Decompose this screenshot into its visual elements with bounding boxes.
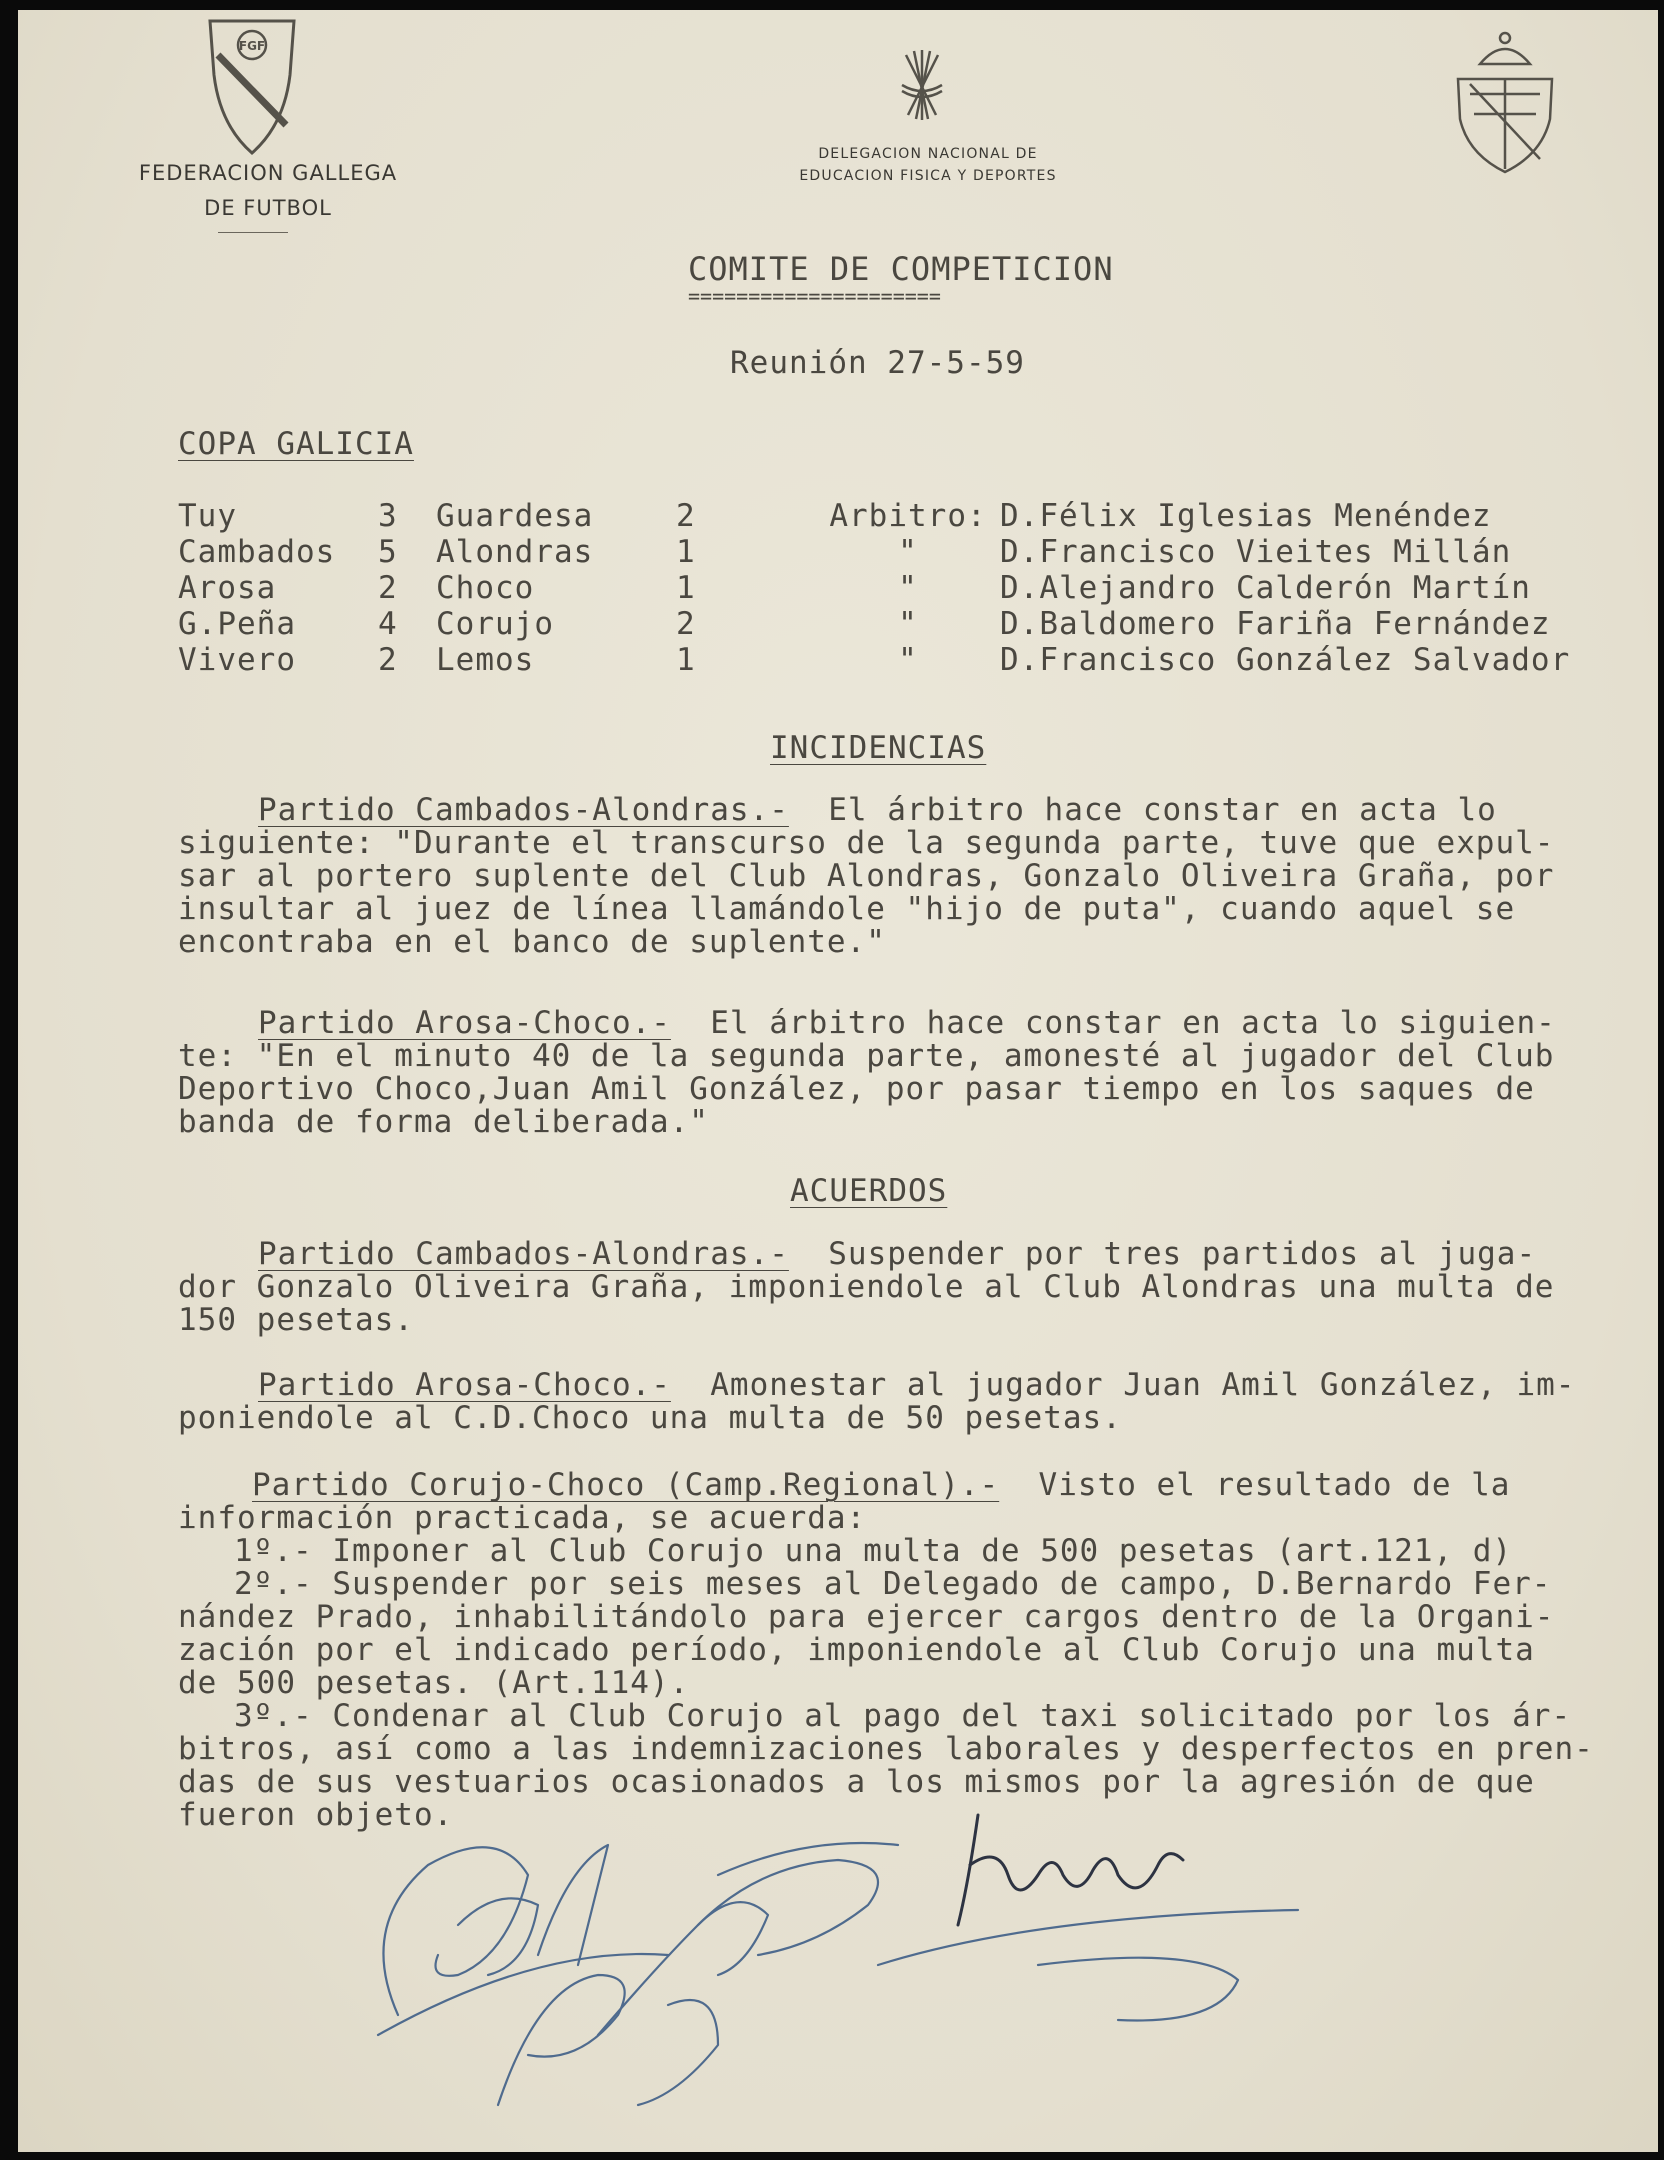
match-row <box>178 498 1570 534</box>
incidencia-text: te: "En el minuto 40 de la segunda parte, amonesté al jugador del Club <box>178 1038 1555 1074</box>
acuerdo-item <box>178 1469 1594 1832</box>
delegation-line2: EDUCACION FISICA Y DEPORTES <box>799 168 1057 184</box>
home-goals: 5 <box>378 534 398 570</box>
incidencia-text: banda de forma deliberada." <box>178 1104 709 1140</box>
acuerdo-title: Partido Arosa-Choco.- <box>258 1367 671 1403</box>
referee-label: " <box>898 570 918 606</box>
incidencia-text: Deportivo Choco,Juan Amil González, por pasar tiempo en los saques de <box>178 1071 1535 1107</box>
incidencia-text: encontraba en el banco de suplente." <box>178 924 886 960</box>
home-goals: 3 <box>378 498 398 534</box>
referee-name: D.Francisco González Salvador <box>1000 642 1571 678</box>
acuerdo-text: 3º.- Condenar al Club Corujo al pago del taxi solicitado por los ár- <box>234 1698 1572 1734</box>
incidencias-heading: INCIDENCIAS <box>770 730 987 766</box>
incidencia-text: El árbitro hace constar en acta lo <box>828 792 1497 828</box>
acuerdo-text: 1º.- Imponer al Club Corujo una multa de 500 pesetas (art.121, d) <box>234 1533 1513 1569</box>
incidencia-item <box>178 794 1554 959</box>
federation-name <box>98 156 438 226</box>
page-title: COMITE DE COMPETICION <box>688 250 1114 288</box>
home-team: Tuy <box>178 498 237 534</box>
acuerdo-text: Visto el resultado de la <box>1038 1467 1511 1503</box>
matches-table <box>178 498 1570 678</box>
title-rule: ===================== <box>688 284 941 308</box>
document-page <box>18 10 1658 2152</box>
acuerdos-heading: ACUERDOS <box>790 1173 948 1209</box>
acuerdo-text: nández Prado, inhabilitándolo para ejercer cargos dentro de la Organi- <box>178 1599 1555 1635</box>
match-row <box>178 534 1570 570</box>
acuerdo-text: poniendole al C.D.Choco una multa de 50 pesetas. <box>178 1400 1122 1436</box>
incidencia-line <box>178 1007 1556 1040</box>
acuerdo-title: Partido Cambados-Alondras.- <box>258 1236 789 1272</box>
acuerdo-text: dor Gonzalo Oliveira Graña, imponiendole al Club Alondras una multa de <box>178 1269 1555 1305</box>
match-row <box>178 606 1570 642</box>
acuerdo-text: fueron objeto. <box>178 1797 454 1833</box>
federation-logo-text: FGF <box>238 39 266 53</box>
away-team: Alondras <box>436 534 594 570</box>
delegation-line1: DELEGACION NACIONAL DE <box>818 146 1038 162</box>
referee-name: D.Alejandro Calderón Martín <box>1000 570 1531 606</box>
home-goals: 4 <box>378 606 398 642</box>
acuerdo-line <box>178 1469 1594 1502</box>
acuerdo-text: de 500 pesetas. (Art.114). <box>178 1665 690 1701</box>
incidencia-text: sar al portero suplente del Club Alondras, Gonzalo Oliveira Graña, por <box>178 858 1555 894</box>
referee-name: D.Baldomero Fariña Fernández <box>1000 606 1551 642</box>
acuerdo-text: 150 pesetas. <box>178 1302 414 1338</box>
acuerdo-item <box>178 1369 1575 1435</box>
away-team: Corujo <box>436 606 554 642</box>
incidencia-text: El árbitro hace constar en acta lo siguien- <box>710 1005 1556 1041</box>
away-team: Lemos <box>436 642 535 678</box>
acuerdo-text: 2º.- Suspender por seis meses al Delegado de campo, D.Bernardo Fer- <box>234 1566 1552 1602</box>
referee-label: Arbitro: <box>829 498 987 534</box>
away-goals: 1 <box>676 642 696 678</box>
home-team: Vivero <box>178 642 296 678</box>
away-goals: 2 <box>676 498 696 534</box>
acuerdo-text: Suspender por tres partidos al juga- <box>828 1236 1537 1272</box>
acuerdo-line <box>178 1238 1554 1271</box>
referee-label: " <box>898 606 918 642</box>
referee-name: D.Félix Iglesias Menéndez <box>1000 498 1492 534</box>
acuerdo-text: bitros, así como a las indemnizaciones laborales y desperfectos en pren- <box>178 1731 1594 1767</box>
acuerdo-text: das de sus vestuarios ocasionados a los mismos por la agresión de que <box>178 1764 1535 1800</box>
incidencia-line <box>178 794 1554 827</box>
away-team: Choco <box>436 570 535 606</box>
handwritten-signatures <box>338 1805 1338 2145</box>
acuerdo-line <box>178 1369 1575 1402</box>
federation-shield-logo <box>204 15 300 155</box>
match-row <box>178 570 1570 606</box>
away-goals: 2 <box>676 606 696 642</box>
yoke-arrows-emblem <box>892 45 952 125</box>
away-goals: 1 <box>676 534 696 570</box>
acuerdo-text: Amonestar al jugador Juan Amil González, im- <box>710 1367 1576 1403</box>
incidencia-title: Partido Cambados-Alondras.- <box>258 792 789 828</box>
federation-name-line2: DE FUTBOL <box>204 196 332 220</box>
acuerdo-text: zación por el indicado período, imponiendole al Club Corujo una multa <box>178 1632 1535 1668</box>
acuerdo-title: Partido Corujo-Choco (Camp.Regional).- <box>252 1467 1000 1503</box>
federation-name-line1: FEDERACION GALLEGA <box>138 161 398 185</box>
referee-label: " <box>898 642 918 678</box>
home-team: Arosa <box>178 570 277 606</box>
signature-middle <box>498 1843 898 2105</box>
crowned-shield-emblem <box>1450 24 1560 174</box>
meeting-date: Reunión 27-5-59 <box>730 345 1025 381</box>
signature-right <box>878 1815 1298 2021</box>
home-team: G.Peña <box>178 606 296 642</box>
incidencia-text: insultar al juez de línea llamándole "hijo de puta", cuando aquel se <box>178 891 1516 927</box>
incidencia-title: Partido Arosa-Choco.- <box>258 1005 671 1041</box>
incidencia-text: siguiente: "Durante el transcurso de la segunda parte, tuve que expul- <box>178 825 1555 861</box>
home-goals: 2 <box>378 642 398 678</box>
home-goals: 2 <box>378 570 398 606</box>
referee-name: D.Francisco Vieites Millán <box>1000 534 1512 570</box>
acuerdo-text: información practicada, se acuerda: <box>178 1500 867 1536</box>
incidencia-item <box>178 1007 1556 1139</box>
signature-left <box>378 1845 668 2035</box>
federation-divider <box>218 232 288 233</box>
home-team: Cambados <box>178 534 336 570</box>
away-team: Guardesa <box>436 498 594 534</box>
away-goals: 1 <box>676 570 696 606</box>
delegation-name <box>738 143 1118 187</box>
referee-label: " <box>898 534 918 570</box>
match-row <box>178 642 1570 678</box>
acuerdo-item <box>178 1238 1554 1337</box>
cup-heading: COPA GALICIA <box>178 426 414 462</box>
